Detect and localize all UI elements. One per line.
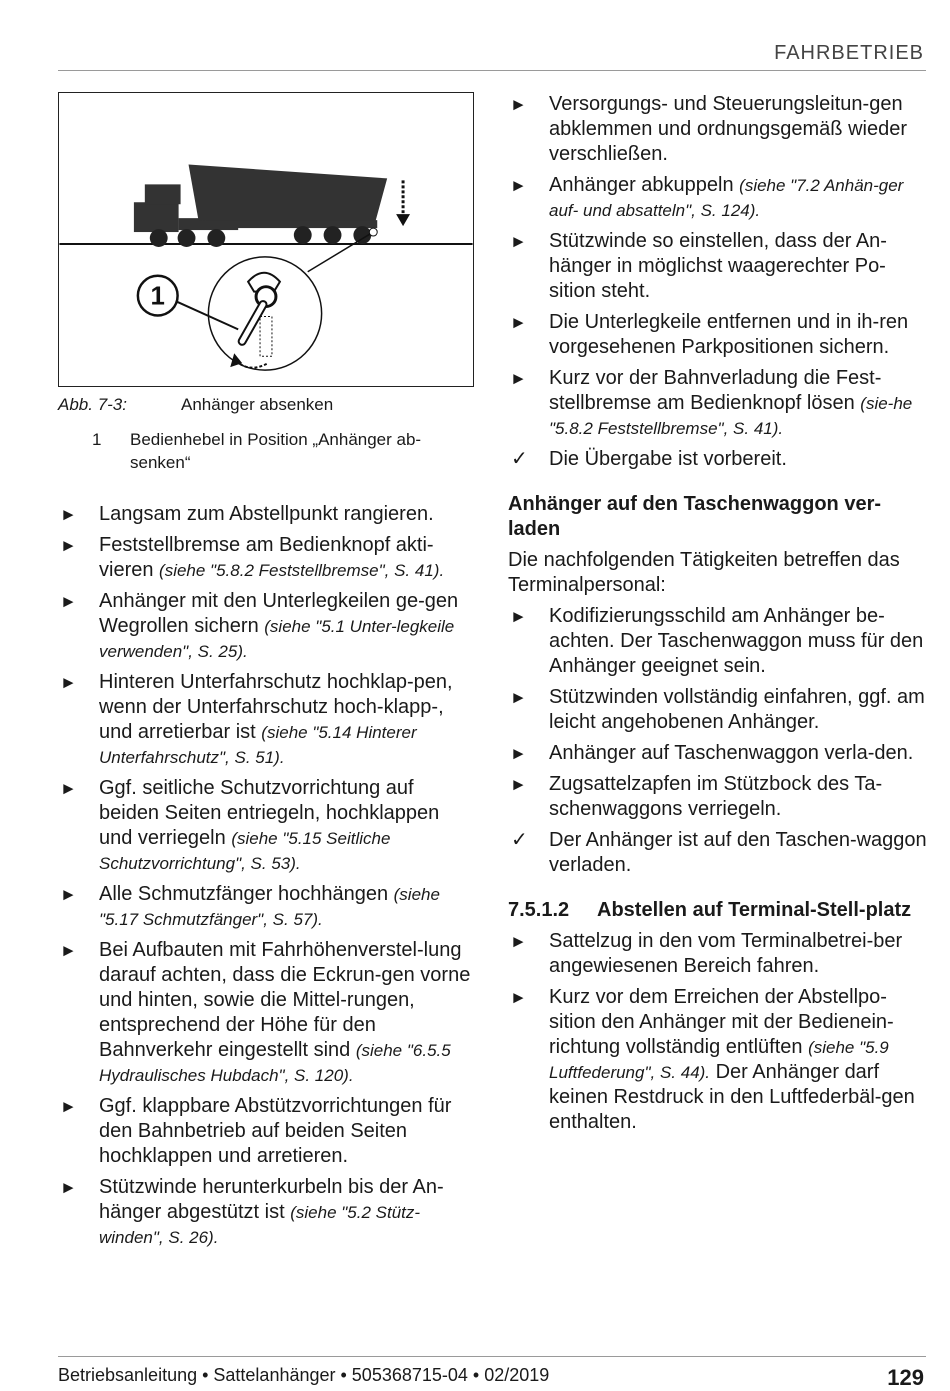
list-item [58,533,478,583]
item-text: Bei Aufbauten mit Fahrhöhenverstel-lung darauf achten, dass die Eckrun-gen vorne und hinten, sowie die Mittel-rungen, entsprechend der Höhe für den Bahnverkehr eingestellt sind [99,939,471,1061]
figure-caption [58,395,333,415]
cross-reference: (siehe "5.1 Unter-legkeile verwenden", S. 25). [99,617,455,661]
page-number: 129 [887,1365,924,1390]
item-text: Versorgungs- und Steuerungsleitun-gen abklemmen und ordnungsgemäß wieder verschließen. [549,93,907,165]
cross-reference: (siehe "5.15 Seitliche Schutzvorrichtung", S. 53). [99,829,391,873]
right-column [508,92,928,1141]
list-item [508,173,928,223]
section-title: FAHRBETRIEB [774,42,924,64]
item-text: Stützwinden vollständig einfahren, ggf. am leicht angehobenen Anhänger. [549,686,925,733]
item-text: Hinteren Unterfahrschutz hochklap-pen, wenn der Unterfahrschutz hoch-klapp-, und arretierbar ist [99,671,453,743]
item-text: Stützwinde herunterkurbeln bis der An-hänger abgestützt ist [99,1176,444,1223]
item-text: Langsam zum Abstellpunkt rangieren. [99,503,434,525]
list-item [508,604,928,679]
legend-number: 1 [92,430,102,449]
arrow-bullet-icon: ► [510,232,527,251]
item-text: Ggf. klappbare Abstützvorrichtungen für den Bahnbetrieb auf beiden Seiten hochklappen und arretieren. [99,1095,452,1167]
caption-label: Abb. 7-3: [58,395,127,414]
cross-reference: (siehe "5.9 Luftfederung", S. 44). [549,1038,889,1082]
item-text: Stützwinde so einstellen, dass der An-hänger in möglichst waagerechter Po-sition steht. [549,230,887,302]
item-text: Die Unterlegkeile entfernen und in ih-ren vorgesehenen Parkpositionen sichern. [549,311,909,358]
arrow-bullet-icon: ► [60,1097,77,1116]
arrow-bullet-icon: ► [60,592,77,611]
list-item [508,685,928,735]
cross-reference: (siehe "6.5.5 Hydraulisches Hubdach", S. 120). [99,1041,451,1085]
figure-trailer-lowering [58,92,474,387]
list-item [508,447,928,472]
cross-reference: (sie-he "5.8.2 Feststellbremse", S. 41). [549,394,913,438]
list-item [58,502,478,527]
list-item [508,828,928,878]
footer-text: Betriebsanleitung • Sattelanhänger • 505368715-04 • 02/2019 [58,1365,550,1385]
list-item [508,229,928,304]
page-header [58,42,926,71]
arrow-bullet-icon: ► [510,775,527,794]
subsection-title: Abstellen auf Terminal-Stell-platz [597,899,912,921]
arrow-bullet-icon: ► [60,536,77,555]
arrow-bullet-icon: ► [60,941,77,960]
list-item [58,776,478,876]
item-text: Anhänger auf Taschenwaggon verla-den. [549,742,914,764]
list-item [58,1094,478,1169]
arrow-bullet-icon: ► [510,176,527,195]
item-text: Kurz vor dem Erreichen der Abstellpo-sition den Anhänger mit der Bedienein-richtung vollständig entlüften [549,986,894,1058]
page-footer [58,1356,926,1390]
item-text: Kodifizierungsschild am Anhänger be-achten. Der Taschenwaggon muss für den Anhänger geeignet sein. [549,605,924,677]
arrow-bullet-icon: ► [510,313,527,332]
item-text: Anhänger abkuppeln [549,174,740,196]
item-text: Der Anhänger ist auf den Taschen-waggon verladen. [549,829,927,876]
left-column [58,502,478,1256]
arrow-bullet-icon: ► [60,673,77,692]
list-item [58,1175,478,1250]
subsection-number: 7.5.1.2 [508,899,570,921]
figure-legend [92,428,472,474]
item-text: Feststellbremse am Bedienknopf akti-vieren [99,534,434,581]
arrow-bullet-icon: ► [60,1178,77,1197]
subsection-heading [508,898,928,923]
item-text: Ggf. seitliche Schutzvorrichtung auf beiden Seiten entriegeln, hochklappen und verriegeln [99,777,440,849]
list-item [58,938,478,1088]
cross-reference: (siehe "5.8.2 Feststellbremse", S. 41). [159,561,445,580]
section-heading: Anhänger auf den Taschenwaggon ver-laden [508,493,882,540]
item-text: Anhänger mit den Unterlegkeilen ge-gen Wegrollen sichern [99,590,459,637]
list-item [58,670,478,770]
legend-text: Bedienhebel in Position „Anhänger ab-senken“ [130,430,422,472]
list-item [508,310,928,360]
item-text: Die Übergabe ist vorbereit. [549,448,787,470]
item-text: Zugsattelzapfen im Stützbock des Ta-schenwaggons verriegeln. [549,773,883,820]
trailer-lowering-illustration [59,93,473,386]
list-item [508,985,928,1135]
check-icon: ✓ [511,829,528,851]
arrow-bullet-icon: ► [510,932,527,951]
callout-number: 1 [150,282,165,311]
list-item [508,929,928,979]
check-icon: ✓ [511,448,528,470]
list-item [508,366,928,441]
item-text: Kurz vor der Bahnverladung die Fest-stellbremse am Bedienknopf lösen [549,367,882,414]
section-intro: Die nachfolgenden Tätigkeiten betreffen das Terminalpersonal: [508,549,900,596]
cross-reference: (siehe "5.2 Stütz-winden", S. 26). [99,1203,421,1247]
caption-text: Anhänger absenken [181,395,334,414]
arrow-bullet-icon: ► [510,369,527,388]
list-item [508,92,928,167]
list-item [508,772,928,822]
item-text-tail: Der Anhänger darf keinen Restdruck in den Luftfederbäl-gen enthalten. [549,1061,915,1133]
arrow-bullet-icon: ► [510,95,527,114]
arrow-bullet-icon: ► [510,988,527,1007]
cross-reference: (siehe "5.14 Hinterer Unterfahrschutz", S. 51). [99,723,417,767]
arrow-bullet-icon: ► [510,744,527,763]
cross-reference: (siehe "7.2 Anhän-ger auf- und absatteln", S. 124). [549,176,904,220]
item-text: Alle Schmutzfänger hochhängen [99,883,394,905]
arrow-bullet-icon: ► [60,505,77,524]
list-item [508,741,928,766]
arrow-bullet-icon: ► [510,607,527,626]
arrow-bullet-icon: ► [60,779,77,798]
item-text: Sattelzug in den vom Terminalbetrei-ber angewiesenen Bereich fahren. [549,930,903,977]
arrow-bullet-icon: ► [60,885,77,904]
list-item [58,589,478,664]
cross-reference: (siehe "5.17 Schmutzfänger", S. 57). [99,885,440,929]
list-item [58,882,478,932]
arrow-bullet-icon: ► [510,688,527,707]
